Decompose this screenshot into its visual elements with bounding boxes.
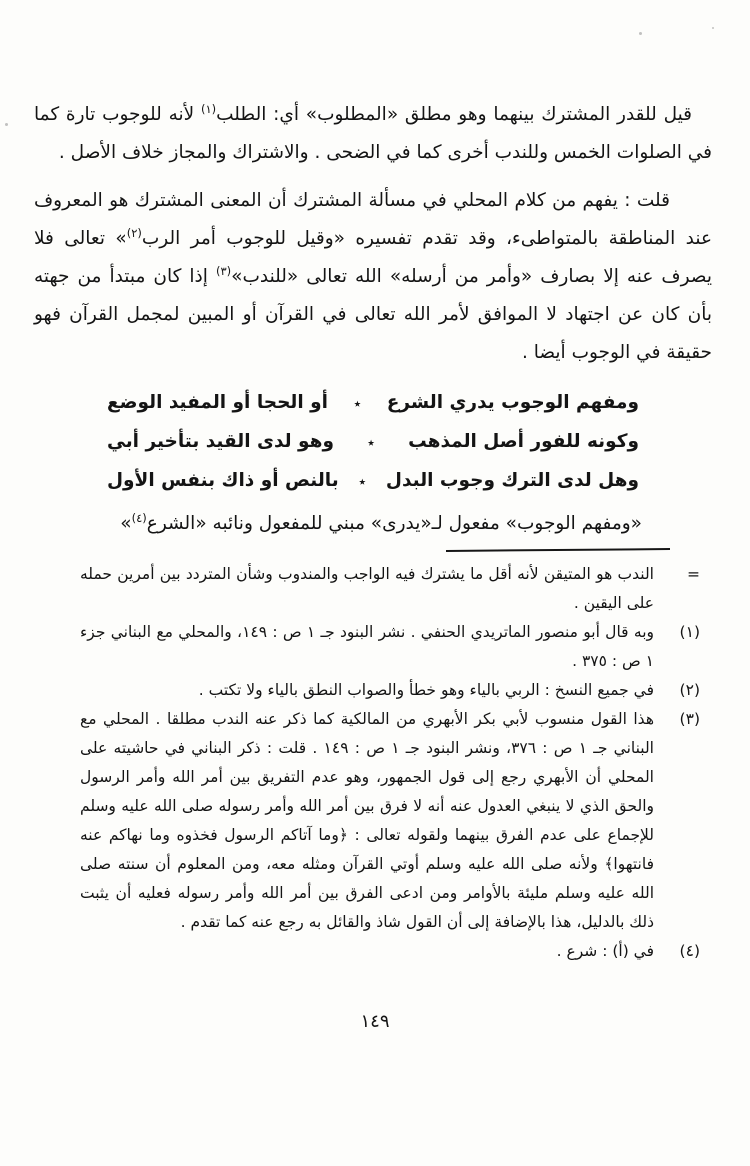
poem-verses — [107, 384, 639, 501]
footnote-marker: (٣) — [679, 710, 700, 728]
footnote-text: في جميع النسخ : الربي بالياء وهو خطأ والصواب النطق بالياء ولا تكتب . — [198, 681, 654, 699]
scan-speck — [712, 27, 714, 29]
footnote-ref-3: (٣) — [215, 264, 232, 278]
footnote-item-3 — [34, 705, 712, 937]
footnote-text: هذا القول منسوب لأبي بكر الأبهري من المالكية كما ذكر عنه الندب مطلقا . المحلي مع البناني جـ ١ ص : ٣٧٦، ونشر البنود جـ ١ ص : ١٤٩ . قلت : ذكر البناني في حاشيته على المحلي أن الأبهري رجع إلى قول الجمهور، وهو عدم التفريق بين أمر الله وأمر الرسول والحق الذي لا ينبغي العدول عنه أنه لا فرق بين أمر الله وأمر رسوله صلى الله عليه وسلم للإجماع على عدم الفرق بينهما ولقوله تعالى : ﴿وما آتاكم الرسول فخذوه وما نهاكم عنه فانتهوا﴾ ولأنه صلى الله عليه وسلم أوتي القرآن ومثله معه، ومن المعلوم أن سنته صلى الله عليه وسلم مليئة بالأوامر ومن ادعى الفرق بين أمر الله وأمر رسوله فعليه أن يثبت ذلك بالدليل، هذا بالإضافة إلى أن القول شاذ والقائل به رجع عنه كما تقدم . — [80, 710, 654, 931]
verse-hemistich-right: ومفهم الوجوب يدري الشرع — [386, 392, 639, 413]
footnote-ref-4: (٤) — [131, 511, 147, 525]
verse-line — [107, 462, 639, 501]
verse-line — [107, 384, 639, 423]
footnote-text: في (أ) : شرع . — [556, 942, 654, 960]
footnote-continuation — [34, 560, 712, 618]
verse-separator-star: ٭ — [358, 474, 367, 490]
verse-hemistich-left: أو الحجا أو المفيد الوضع — [107, 392, 329, 413]
footnote-item-4 — [34, 937, 712, 966]
paragraph-1 — [34, 96, 712, 172]
footnote-item-2 — [34, 676, 712, 705]
paragraph-2 — [34, 182, 712, 372]
verse-hemistich-left: وهو لدى القيد بتأخير أبي — [107, 431, 334, 452]
footnote-item-1 — [34, 618, 712, 676]
page-content — [34, 96, 712, 966]
verse-hemistich-left: بالنص أو ذاك بنفس الأول — [107, 470, 339, 491]
paragraph-2-text: » تعالى فلا يصرف عنه إلا بصارف «وأمر من أرسله» الله تعالى «للندب» — [34, 228, 712, 287]
footnotes-section — [34, 560, 712, 966]
commentary-text: «ومفهم الوجوب» مفعول لـ«يدرى» مبني للمفعول ونائبه «الشرع — [146, 513, 642, 534]
scan-speck — [639, 32, 642, 35]
verse-commentary — [34, 505, 642, 542]
verse-hemistich-right: وهل لدى الترك وجوب البدل — [385, 470, 639, 491]
verse-separator-star: ٭ — [367, 435, 375, 451]
footnote-ref-1: (١) — [200, 102, 217, 116]
paragraph-1-text: لأنه للوجوب تارة كما في الصلوات الخمس وللندب أخرى كما في الضحى . والاشتراك والمجاز خلاف الأصل . — [34, 104, 712, 163]
paragraph-1-text: قيل للقدر المشترك بينهما وهو مطلق «المطلوب» أي: الطلب — [216, 104, 692, 125]
footnote-marker: (٢) — [679, 681, 700, 699]
footnote-divider — [446, 548, 670, 552]
footnote-ref-2: (٢) — [126, 226, 142, 240]
footnote-text: وبه قال أبو منصور الماتريدي الحنفي . نشر البنود جـ ١ ص : ١٤٩، والمحلي مع البناني جزء ١ ص : ٣٧٥ . — [80, 623, 654, 670]
footnote-marker: (١) — [679, 623, 700, 641]
page-number: ١٤٩ — [360, 1011, 390, 1032]
verse-line — [107, 423, 639, 462]
footnote-text: الندب هو المتيقن لأنه أقل ما يشترك فيه الواجب والمندوب وشأن المتردد بين أمرين حمله على اليقين . — [80, 565, 654, 612]
commentary-text: » — [120, 513, 132, 534]
footnote-marker: (٤) — [679, 942, 700, 960]
verse-separator-star: ٭ — [353, 396, 362, 412]
paragraph-2-text: إذا كان مبتدأ من جهته بأن كان عن اجتهاد لا الموافق لأمر الله تعالى في القرآن أو المبين لمجمل القرآن فهو حقيقة في الوجوب أيضا . — [34, 266, 712, 363]
paragraph-2-text: قلت : يفهم من كلام المحلي في مسألة المشترك أن المعنى المشترك هو المعروف عند المناطقة بالمتواطىء، وقد تقدم تفسيره «وقيل للوجوب أمر الرب — [34, 190, 713, 249]
scan-speck — [5, 123, 8, 126]
footnote-continuation-marker: = — [687, 565, 700, 583]
verse-hemistich-right: وكونه للفور أصل المذهب — [408, 431, 639, 452]
